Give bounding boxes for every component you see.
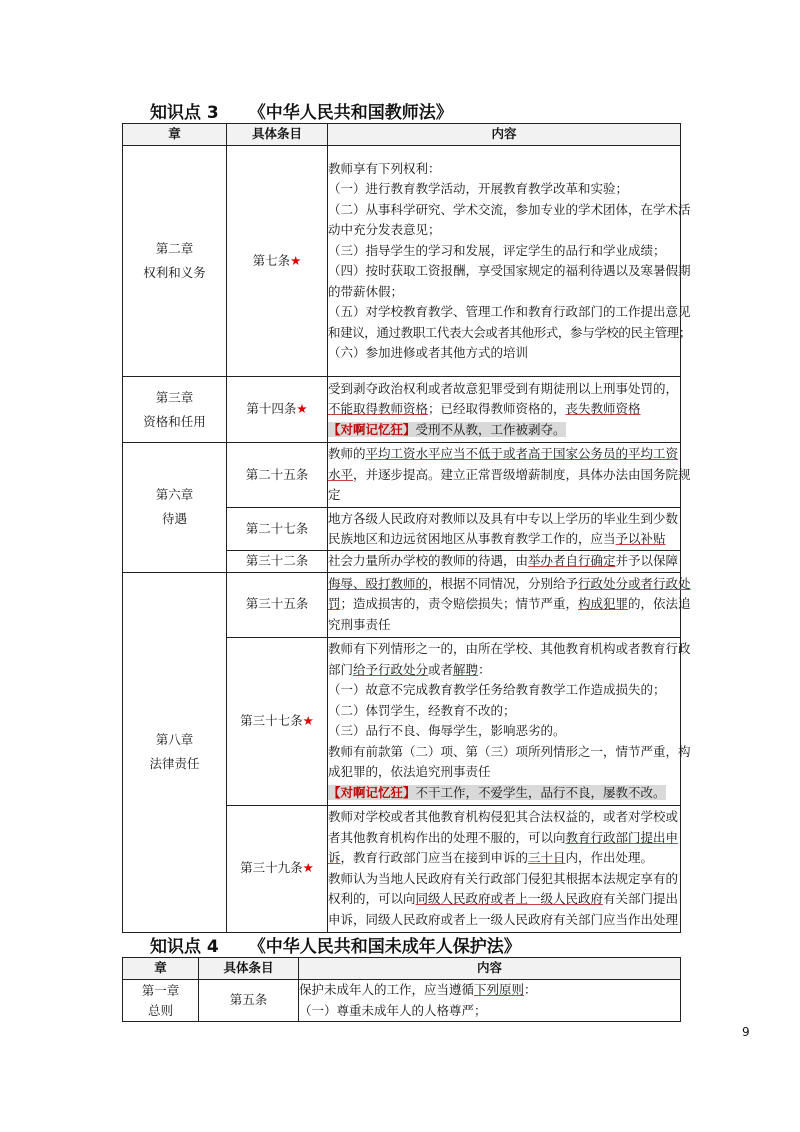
table-row: [123, 443, 681, 508]
chapter-name: 待遇: [161, 511, 187, 527]
kp3-table: [122, 123, 692, 933]
text: 部门: [328, 661, 354, 677]
content-line: （六）参加进修或者其他方式的培训: [328, 345, 529, 360]
article-cell: [227, 805, 328, 932]
content-line: [328, 828, 680, 849]
article-label: 第二十五条: [245, 466, 309, 482]
content-line: 动中充分发表意见；: [328, 222, 441, 237]
article-cell: [227, 146, 328, 377]
text: ；已经取得教师资格的，: [428, 401, 566, 417]
content-cell: [299, 980, 681, 1022]
text: ，根据不同情况，分别给予: [428, 575, 579, 591]
content-line: 受到剥夺政治权利或者故意犯罪受到有期徒刑以上刑事处罚的，: [328, 380, 679, 396]
table-row: [123, 146, 681, 377]
article-label: 第十四条: [246, 401, 297, 417]
content-line: 究刑事责任: [328, 616, 391, 632]
content-line: [328, 444, 680, 465]
content-line: [328, 465, 691, 486]
text: ：: [524, 982, 537, 997]
header-chapter: 章: [123, 124, 227, 146]
underlined-text: 举办者自行确定: [528, 553, 616, 568]
text: 有关部门提出: [603, 891, 679, 906]
content-line: 成犯罪的，依法追究刑事责任: [328, 764, 491, 779]
underlined-text: 侮辱、殴打教师的: [328, 575, 429, 591]
memory-tip-text: 受刑不从教，工作被剥夺。: [415, 421, 566, 437]
text: 权利的，可以向: [328, 891, 416, 906]
article-cell: [227, 551, 328, 573]
chapter-name: 资格和任用: [143, 413, 206, 429]
content-line: 和建议，通过教职工代表大会或者其他形式，参与学校的民主管理；: [328, 324, 692, 340]
text: 保护未成年人的工作，应当遵循: [299, 982, 475, 997]
text: 民族地区和边远贫困地区从事教育教学工作的，应当: [328, 531, 616, 546]
content-line: 教师认为当地人民政府有关行政部门侵犯其根据本法规定享有的: [328, 870, 679, 886]
content-line: [328, 399, 680, 420]
text: ，教育行政部门应当在接到申诉的: [340, 850, 529, 865]
content-line: 的带薪休假；: [328, 283, 404, 299]
text: 教师的: [328, 446, 366, 462]
article-cell: [227, 443, 328, 508]
text: 社会力量所办学校的教师的待遇，由: [328, 553, 529, 568]
content-line: （五）对学校教育教学、管理工作和教育行政部门的工作提出意见: [328, 304, 691, 319]
content-line: 教师有前款第（二）项、第（三）项所列情形之一，情节严重，构: [328, 743, 691, 759]
underlined-text: 教育行政部门: [565, 829, 641, 845]
underlined-text: 诉: [328, 850, 341, 865]
underlined-text: 予以补贴: [615, 531, 666, 546]
underlined-text: 同级人民政府或者上一级人民政府: [415, 891, 604, 906]
underlined-text: 构成犯罪: [578, 596, 629, 612]
content-line: 定: [328, 487, 341, 503]
article-cell: [227, 637, 328, 805]
underlined-text: 不能取得教师资格: [328, 401, 429, 417]
content-line: （一）故意不完成教育教学任务给教育教学工作造成损失的；: [328, 682, 666, 697]
chapter-number: 第三章: [155, 389, 194, 405]
kp3-header-row: [123, 124, 681, 146]
content-line: [328, 574, 691, 595]
table-row: [123, 377, 681, 443]
text: 的，依法追: [628, 596, 691, 612]
kp3-number: 知识点 3: [150, 103, 219, 123]
table-row: [123, 572, 681, 637]
content-cell: [328, 508, 681, 551]
content-line: [328, 889, 680, 910]
article-label: 第七条: [252, 252, 291, 268]
chapter-cell: [123, 377, 227, 443]
content-line: （二）从事科学研究、学术交流，参加专业的学术团体，在学术活: [328, 201, 691, 217]
article-label: 第三十七条: [240, 712, 303, 728]
page-number: 9: [742, 1025, 750, 1039]
kp3-book-title: 《中华人民共和国教师法》: [248, 103, 453, 123]
kp4-header-row: [123, 958, 681, 980]
header-chapter: 章: [123, 958, 199, 980]
content-cell: [328, 146, 692, 377]
memory-tip-label: 【对啊记忆狂】: [328, 421, 416, 437]
content-line: （三）品行不良、侮辱学生，影响恶劣的。: [328, 723, 566, 738]
article-label: 第五条: [229, 992, 268, 1008]
star-icon: ★: [296, 401, 308, 417]
chapter-name: 法律责任: [149, 756, 200, 771]
underlined-text: 下列原则: [474, 982, 525, 997]
content-line: [328, 848, 680, 869]
article-cell: [199, 980, 299, 1022]
star-icon: ★: [302, 712, 314, 728]
content-line: [328, 594, 691, 615]
underlined-text: 水平: [328, 466, 354, 482]
header-article: 具体条目: [199, 958, 299, 980]
text: 并予以保障: [615, 553, 679, 568]
article-label: 第三十九条: [240, 860, 303, 876]
kp3-heading: [150, 98, 453, 123]
kp4-heading: [150, 932, 521, 957]
content-cell: [328, 572, 691, 637]
underlined-text: 丧失教师资格: [565, 401, 641, 417]
text: 者其他教育机构作出的处理不服的，可以向: [328, 829, 566, 845]
underlined-text: 罚: [328, 596, 341, 612]
article-cell: [227, 572, 328, 637]
content-cell: [328, 805, 681, 932]
memory-tip-label: 【对啊记忆狂】: [328, 784, 416, 800]
memory-tip-text: 不干工作，不爱学生，品行不良，屡教不改。: [415, 784, 666, 800]
underlined-text: 三十日: [528, 850, 566, 865]
content-line: [328, 660, 680, 681]
memory-tip: [328, 420, 680, 441]
chapter-number: 第八章: [155, 732, 194, 747]
content-line: 地方各级人民政府对教师以及具有中专以上学历的毕业生到少数: [328, 510, 679, 526]
header-article: 具体条目: [227, 124, 328, 146]
chapter-cell: [123, 443, 227, 573]
chapter-name: 权利和义务: [143, 265, 206, 280]
content-line: （一）进行教育教学活动，开展教育教学改革和实验；: [328, 181, 629, 196]
underlined-text: 提出申: [640, 829, 679, 845]
content-line: 教师有下列情形之一的，由所在学校、其他教育机构或者教育行政: [328, 641, 691, 656]
article-label: 第三十二条: [245, 553, 309, 568]
content-line: 教师对学校或者其他教育机构侵犯其合法权益的，或者对学校或: [328, 809, 679, 824]
article-cell: [227, 377, 328, 443]
memory-tip: [328, 783, 680, 804]
kp4-book-title: 《中华人民共和国未成年人保护法》: [248, 937, 521, 957]
header-content: 内容: [299, 958, 681, 980]
underlined-text: 行政处分或者行政处: [578, 575, 691, 591]
article-label: 第三十五条: [245, 596, 309, 612]
star-icon: ★: [302, 860, 314, 876]
chapter-cell: [123, 146, 227, 377]
content-cell: [328, 377, 681, 443]
underlined-text: 解聘: [453, 661, 479, 677]
content-line: （一）尊重未成年人的人格尊严；: [299, 1002, 487, 1018]
underlined-text: 给予行政处分: [353, 661, 429, 677]
content-cell: [328, 443, 691, 508]
text: ：: [478, 661, 491, 677]
content-line: （四）按时获取工资报酬，享受国家规定的福利待遇以及寒暑假期: [328, 263, 691, 278]
content-cell: [328, 637, 691, 805]
header-content: 内容: [328, 124, 681, 146]
content-line: [328, 529, 680, 550]
article-cell: [227, 508, 328, 551]
content-line: [299, 980, 680, 1001]
content-line: （二）体罚学生，经教育不改的；: [328, 702, 516, 718]
kp4-table: [122, 957, 681, 1022]
chapter-cell: [123, 572, 227, 932]
chapter-number: 第一章: [141, 982, 180, 998]
chapter-name: 总则: [147, 1002, 173, 1018]
chapter-cell: [123, 980, 199, 1022]
chapter-number: 第二章: [155, 241, 194, 256]
table-row: [123, 980, 681, 1022]
content-line: 申诉，同级人民政府或者上一级人民政府有关部门应当作出处理: [328, 911, 679, 927]
chapter-number: 第六章: [155, 487, 194, 503]
text: ，并逐步提高。建立正常晋级增薪制度，具体办法由国务院规: [353, 466, 691, 482]
kp4-number: 知识点 4: [150, 937, 219, 957]
text: 内，作出处理。: [565, 850, 654, 865]
text: 或者: [428, 661, 454, 677]
content-line: （三）指导学生的学习和发展，评定学生的品行和学业成绩；: [328, 242, 666, 258]
star-icon: ★: [290, 252, 302, 268]
content-line: 教师享有下列权利：: [328, 160, 441, 176]
content-cell: [328, 551, 681, 573]
underlined-text: 平均工资水平应当不低于或者高于国家公务员的平均工资: [365, 446, 679, 462]
content-line: [328, 551, 680, 572]
text: ；造成损害的，责令赔偿损失；情节严重，: [340, 596, 579, 612]
article-label: 第二十七条: [245, 520, 309, 536]
